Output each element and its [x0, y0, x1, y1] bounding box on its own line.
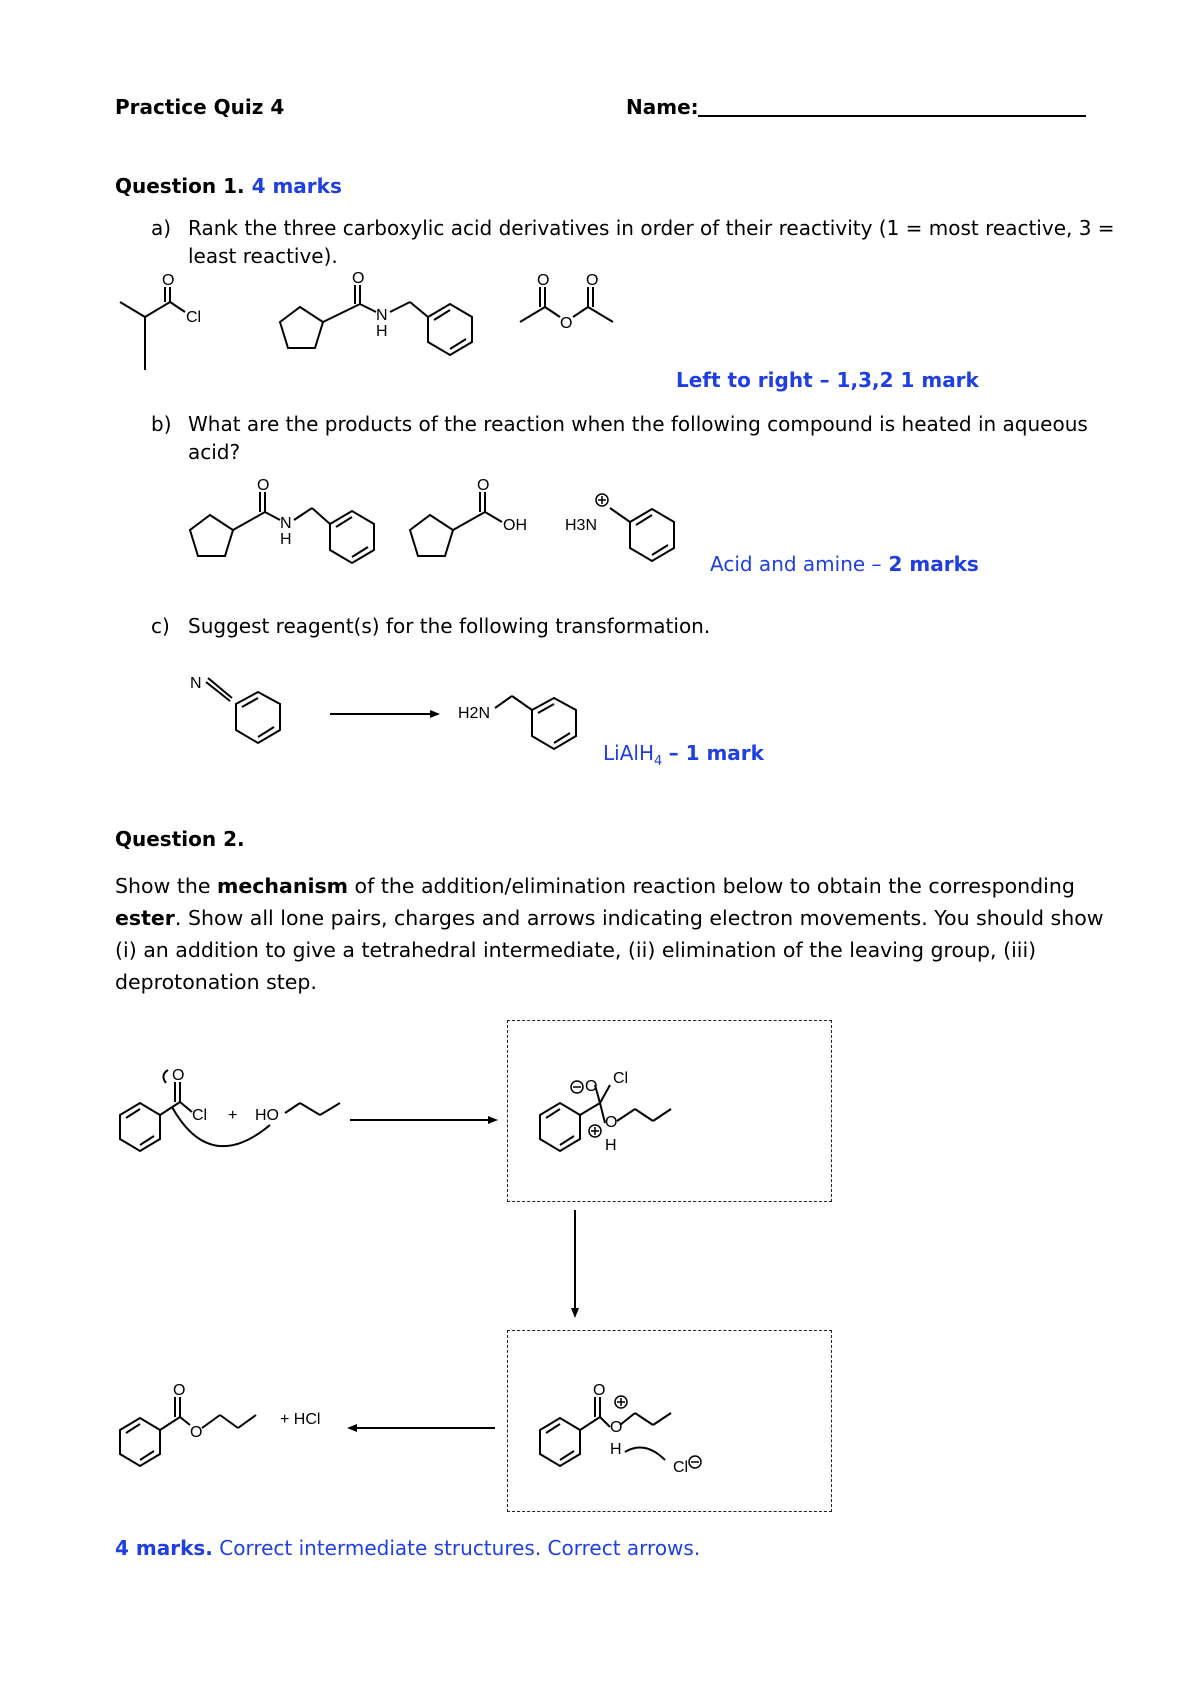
o-label: O [477, 477, 490, 494]
q2-footer-text: Correct intermediate structures. Correct arrows. [212, 1536, 701, 1560]
cl-label: Cl [192, 1107, 208, 1124]
o-label: O [537, 272, 550, 289]
arrow-down [565, 1210, 585, 1320]
o-label: O [593, 1382, 606, 1399]
q2-instructions [115, 870, 1115, 998]
plus-label: + [228, 1107, 238, 1124]
q1a-answer-marks: 1 mark [900, 368, 979, 392]
o-label: O [190, 1424, 203, 1441]
q1a-text-line1: Rank the three carboxylic acid derivatives in order of their reactivity (1 = most reactive, 3 = [188, 216, 1115, 240]
name-field[interactable] [698, 115, 1086, 117]
q2-text-2: of the addition/elimination reaction below to obtain the corresponding [348, 874, 1075, 898]
o-label: O [352, 270, 365, 287]
h-label: H [376, 323, 388, 340]
h-label: H [605, 1137, 617, 1154]
q1c-reagent: LiAlH [603, 741, 654, 765]
n-label: N [190, 675, 202, 692]
h3n-label: H3N [565, 517, 598, 534]
o-label: O [162, 272, 175, 289]
n-label: N [376, 307, 388, 324]
o-label: O [173, 1382, 186, 1399]
q1c-text: Suggest reagent(s) for the following transformation. [188, 614, 711, 638]
ho-label: HO [255, 1107, 279, 1124]
q1b-answer-marks: 2 marks [888, 552, 979, 576]
question-1-heading [115, 174, 342, 198]
q1b-text-line1: What are the products of the reaction when the following compound is heated in aqueous [188, 412, 1088, 436]
question-1-marks: 4 marks [251, 174, 342, 198]
question-2-heading: Question 2. [115, 827, 245, 851]
o-label: O [586, 272, 599, 289]
q1a-text-line2: least reactive). [188, 244, 338, 268]
q1a-structures [110, 270, 730, 392]
q1b-answer-text: Acid and amine – [710, 552, 882, 576]
oh-label: OH [503, 517, 527, 534]
protonated-ester-intermediate [535, 1380, 765, 1490]
o-label: O [610, 1419, 623, 1436]
q1a-answer-text: Left to right – 1,3,2 [676, 368, 894, 392]
q1c-reagent-sub: 4 [653, 754, 663, 769]
arrow-right [350, 1110, 500, 1130]
q2-footer-marks: 4 marks. [115, 1536, 213, 1560]
cl-label: Cl [673, 1459, 689, 1476]
quiz-title: Practice Quiz 4 [115, 95, 285, 119]
q2-bold-ester: ester [115, 906, 175, 930]
q1b-structures [190, 470, 730, 570]
q2-bold-mechanism: mechanism [217, 874, 349, 898]
q1b-label: b) [151, 412, 172, 436]
o-label: O [560, 315, 573, 332]
cl-label: Cl [613, 1070, 629, 1087]
q1c-answer-marks: – 1 mark [668, 741, 764, 765]
q1c-label: c) [151, 614, 170, 638]
q1a-answer [676, 368, 979, 392]
h2n-label: H2N [458, 705, 491, 722]
o-label: O [585, 1078, 598, 1095]
q1c-structures [190, 668, 640, 768]
q2-footer [115, 1536, 700, 1560]
q1b-answer [710, 552, 979, 576]
q2-text-1: Show the [115, 874, 217, 898]
o-label: O [257, 477, 270, 494]
question-1-label: Question 1. [115, 174, 245, 198]
plus-hcl-label: + HCl [280, 1411, 321, 1428]
h-label: H [280, 531, 292, 548]
q1c-answer [603, 741, 764, 774]
q1a-label: a) [151, 216, 172, 240]
n-label: N [280, 515, 292, 532]
name-label: Name: [626, 95, 699, 119]
q1b-text-line2: acid? [188, 440, 241, 464]
tetrahedral-intermediate [535, 1065, 735, 1175]
q2-text-3: . Show all lone pairs, charges and arrows indicating electron movements. You should show (i) an addition to give a tetrahedral intermediate, (ii) elimination of the leaving group, (iii) deprotonation step. [115, 906, 1104, 994]
o-label: O [605, 1114, 618, 1131]
o-label: O [172, 1067, 185, 1084]
h-label: H [610, 1441, 622, 1458]
cl-label: Cl [186, 309, 202, 326]
ester-product [110, 1380, 370, 1490]
